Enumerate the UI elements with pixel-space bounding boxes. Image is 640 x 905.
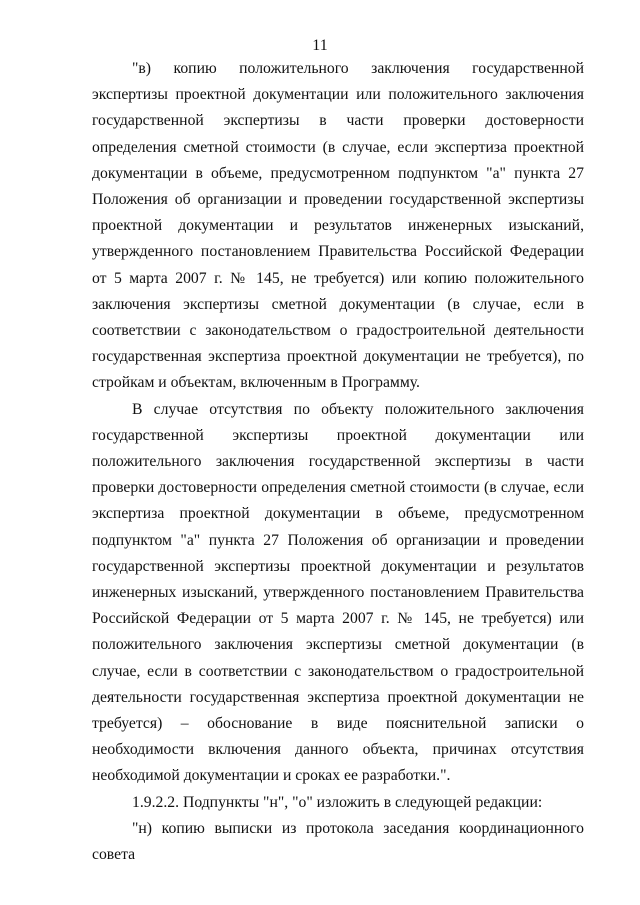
paragraph-absence-case: В случае отсутствия по объекту положительного заключения государственной экспертизы проектной документации или положительного заключения государственной экспертизы в части проверки достоверности определения сметной стоимости (в случае, если экспертиза проектной документации в объеме, предусмотренном подпунктом "а" пункта 27 Положения об организации и проведении государственной экспертизы проектной документации и результатов инженерных изысканий, утвержденного постановлением Правительства Российской Федерации от 5 марта 2007 г. № 145, не требуется) или положительного заключения экспертизы сметной документации (в случае, если в соответствии с законодательством о градостроительной деятельности государственная экспертиза проектной документации не требуется) – обоснование в виде пояснительной записки о необходимости включения данного объекта, причинах отсутствия необходимой документации и сроках ее разработки.". <box>92 400 584 785</box>
paragraph-item-n: "н) копию выписки из протокола заседания координационного совета <box>92 819 584 864</box>
paragraph-amendment-heading: 1.9.2.2. Подпункты "н", "о" изложить в следующей редакции: <box>132 793 543 811</box>
page-number: 11 <box>312 37 328 54</box>
paragraph-item-v: "в) копию положительного заключения государственной экспертизы проектной документации или положительного заключения государственной экспертизы в части проверки достоверности определения сметной стоимости (в случае, если экспертиза проектной документации в объеме, предусмотренном подпунктом "а" пункта 27 Положения об организации и проведении государственной экспертизы проектной документации и результатов инженерных изысканий, утвержденного постановлением Правительства Российской Федерации от 5 марта 2007 г. № 145, не требуется) или копию положительного заключения экспертизы сметной документации (в случае, если в соответствии с законодательством о градостроительной деятельности государственная экспертиза проектной документации не требуется), по стройкам и объектам, включенным в Программу. <box>92 60 584 392</box>
document-body <box>92 56 584 868</box>
